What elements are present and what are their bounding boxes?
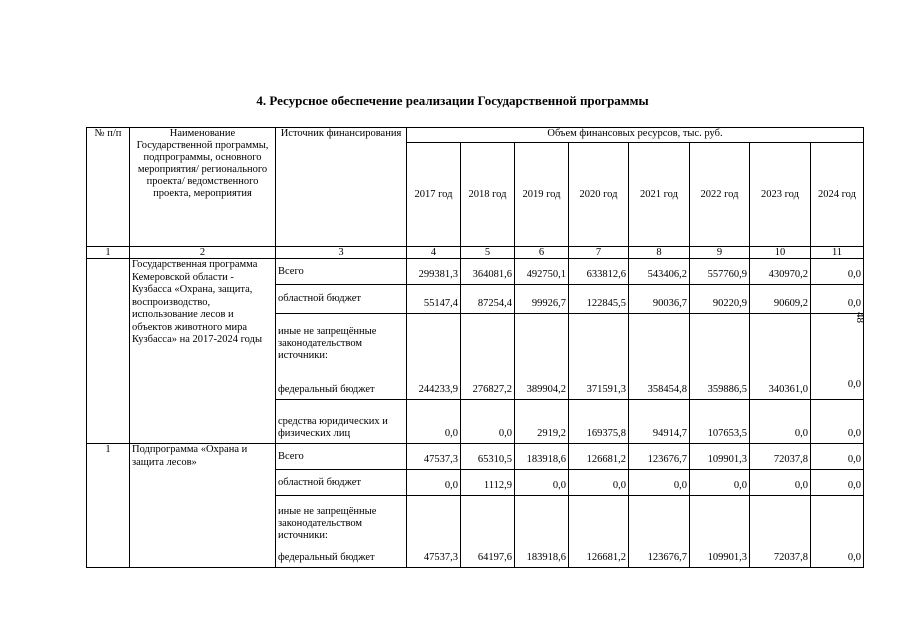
- value-cell: 0,0: [811, 496, 864, 568]
- value-cell: 0,0: [407, 470, 461, 496]
- value-cell: 183918,6: [515, 444, 569, 470]
- header-year: 2023 год: [750, 143, 811, 247]
- value-cell: 122845,5: [569, 285, 629, 314]
- source-note: иные не запрещённые законодательством источники:: [278, 506, 377, 541]
- column-number: 7: [569, 247, 629, 259]
- header-year: 2024 год: [811, 143, 864, 247]
- value-cell: 109901,3: [690, 496, 750, 568]
- source-cell: [276, 496, 407, 568]
- value-cell: 126681,2: [569, 444, 629, 470]
- value-cell: 0,0: [569, 470, 629, 496]
- value-cell: 557760,9: [690, 259, 750, 285]
- value-cell: 90609,2: [750, 285, 811, 314]
- source-label: федеральный бюджет: [278, 552, 375, 563]
- value-cell: 55147,4: [407, 285, 461, 314]
- column-number: 9: [690, 247, 750, 259]
- value-cell: 0,0: [629, 470, 690, 496]
- column-number: 8: [629, 247, 690, 259]
- value-cell: 0,0: [811, 259, 864, 285]
- value-cell: 0,0: [811, 444, 864, 470]
- value-cell: 47537,3: [407, 496, 461, 568]
- value-cell: 430970,2: [750, 259, 811, 285]
- value-cell: 1112,9: [461, 470, 515, 496]
- value-cell: 72037,8: [750, 496, 811, 568]
- subprogram-name: Подпрограмма «Охрана и защита лесов»: [130, 444, 276, 568]
- value-cell: 123676,7: [629, 496, 690, 568]
- value-cell: 0,0: [750, 400, 811, 444]
- value-cell: 87254,4: [461, 285, 515, 314]
- value-cell: 359886,5: [690, 314, 750, 400]
- value-cell: 0,0: [690, 470, 750, 496]
- value-cell: 126681,2: [569, 496, 629, 568]
- value-cell: 0,0: [811, 400, 864, 444]
- value-cell: 371591,3: [569, 314, 629, 400]
- value-cell: 107653,5: [690, 400, 750, 444]
- header-year: 2020 год: [569, 143, 629, 247]
- header-num: № п/п: [87, 128, 130, 247]
- source-note: иные не запрещённые законодательством источники:: [278, 326, 377, 361]
- source-cell: средства юридических и физических лиц: [276, 400, 407, 444]
- value-cell: 358454,8: [629, 314, 690, 400]
- value-cell: 99926,7: [515, 285, 569, 314]
- value-cell: 90220,9: [690, 285, 750, 314]
- header-source: Источник финансирования: [276, 128, 407, 247]
- value-cell: 340361,0: [750, 314, 811, 400]
- value-cell: 64197,6: [461, 496, 515, 568]
- value-cell: 244233,9: [407, 314, 461, 400]
- header-volume: Объем финансовых ресурсов, тыс. руб.: [407, 128, 864, 143]
- header-year: 2022 год: [690, 143, 750, 247]
- value-cell: 47537,3: [407, 444, 461, 470]
- header-year: 2019 год: [515, 143, 569, 247]
- row-number: [87, 259, 130, 444]
- page-title: 4. Ресурсное обеспечение реализации Государственной программы: [256, 93, 649, 108]
- table-row: [87, 444, 864, 470]
- value-cell: 389904,2: [515, 314, 569, 400]
- header-year: 2017 год: [407, 143, 461, 247]
- value-cell: 0,0: [811, 285, 864, 314]
- value-cell: 633812,6: [569, 259, 629, 285]
- column-number: 2: [130, 247, 276, 259]
- row-number: 1: [87, 444, 130, 568]
- page-number: 48: [854, 312, 866, 323]
- source-cell: областной бюджет: [276, 470, 407, 496]
- value-cell: 543406,2: [629, 259, 690, 285]
- value-cell: 123676,7: [629, 444, 690, 470]
- column-number: 6: [515, 247, 569, 259]
- value-cell: 94914,7: [629, 400, 690, 444]
- header-name: Наименование Государственной программы, подпрограммы, основного мероприятия/ регионального проекта/ ведомственного проекта, мероприятия: [130, 128, 276, 247]
- column-number: 10: [750, 247, 811, 259]
- column-number: 1: [87, 247, 130, 259]
- source-cell: Всего: [276, 259, 407, 285]
- source-cell: областной бюджет: [276, 285, 407, 314]
- column-number: 3: [276, 247, 407, 259]
- value-cell: 364081,6: [461, 259, 515, 285]
- value-cell: 276827,2: [461, 314, 515, 400]
- source-label: федеральный бюджет: [278, 384, 375, 395]
- value-cell: 0,0: [750, 470, 811, 496]
- value-cell: 0,0: [515, 470, 569, 496]
- value-cell: 72037,8: [750, 444, 811, 470]
- value-cell: 0,0: [407, 400, 461, 444]
- value-cell: 492750,1: [515, 259, 569, 285]
- value-cell: 2919,2: [515, 400, 569, 444]
- value-cell: 90036,7: [629, 285, 690, 314]
- column-number: 4: [407, 247, 461, 259]
- table-row: [87, 259, 864, 285]
- value-cell: 65310,5: [461, 444, 515, 470]
- header-year: 2021 год: [629, 143, 690, 247]
- column-number: 5: [461, 247, 515, 259]
- value-cell: 299381,3: [407, 259, 461, 285]
- value-cell: 109901,3: [690, 444, 750, 470]
- value-cell: 169375,8: [569, 400, 629, 444]
- header-year: 2018 год: [461, 143, 515, 247]
- column-number: 11: [811, 247, 864, 259]
- value-cell: 0,0: [811, 470, 864, 496]
- source-cell: Всего: [276, 444, 407, 470]
- value-cell: 0,0: [461, 400, 515, 444]
- value-cell: 183918,6: [515, 496, 569, 568]
- value-cell: 0,0: [811, 314, 864, 400]
- program-name: Государственная программа Кемеровской области - Кузбасса «Охрана, защита, воспроизводство, использование лесов и объектов животного мира Кузбасса» на 2017-2024 годы: [130, 259, 276, 444]
- source-cell: [276, 314, 407, 400]
- resource-table: [86, 127, 864, 568]
